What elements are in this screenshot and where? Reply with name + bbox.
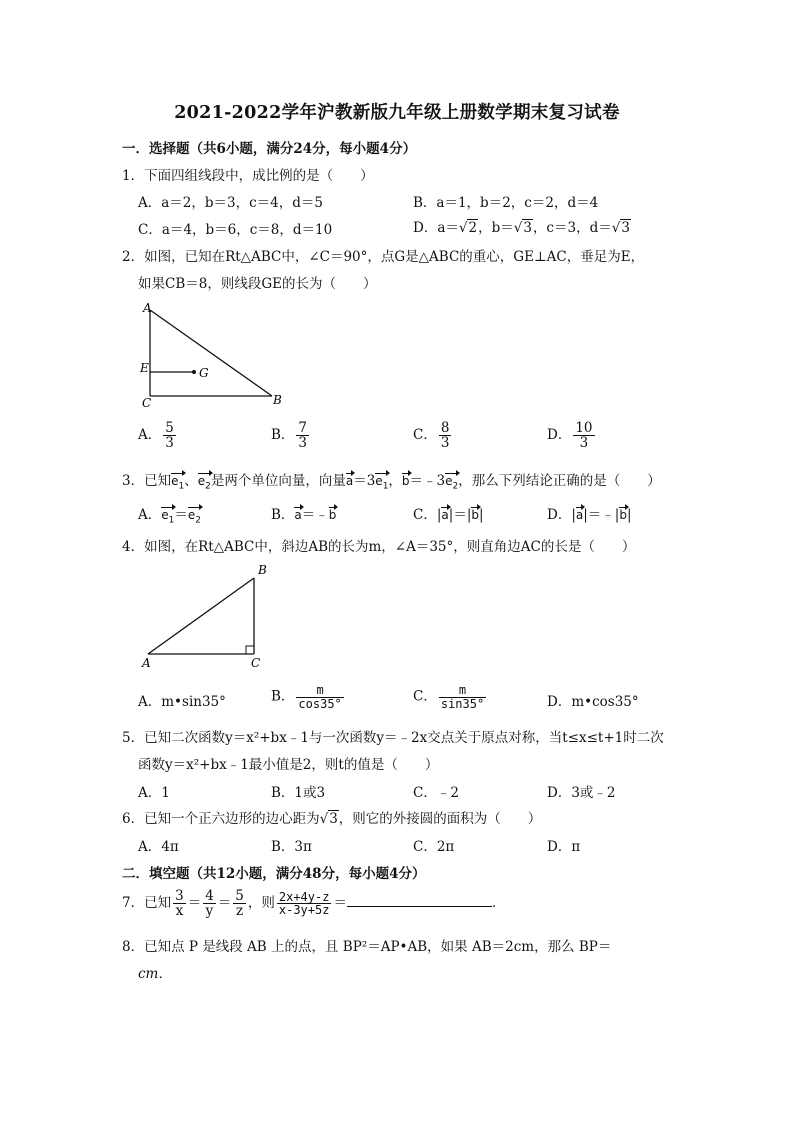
- page-title: 2021-2022学年沪教新版九年级上册数学期末复习试卷: [174, 103, 620, 123]
- fraction: $\frac{5}{z}$: [235, 888, 244, 920]
- edge-ab: [150, 310, 272, 396]
- fraction: $\frac{4}{y}$: [205, 888, 214, 920]
- section-heading-choice: 一．选择题（共6小题，满分24分，每小题4分）: [122, 141, 417, 157]
- question-2-line2: 如果CB＝8，则线段GE的长为（ ）: [138, 276, 377, 292]
- q4-option-b: B． $\frac{m}{\cos 35^\circ}$: [271, 683, 342, 711]
- label-g: G: [199, 366, 209, 380]
- q1-option-d-cd: ，c＝3，d＝: [532, 220, 612, 236]
- vector-e2: $e_2$: [445, 474, 459, 492]
- q1-option-c: C．a＝4，b＝6，c＝8，d＝10: [138, 222, 333, 238]
- fraction: $\frac{m}{\sin 35^\circ}$: [440, 683, 485, 711]
- q4-option-c: C． $\frac{m}{\sin 35^\circ}$: [413, 683, 485, 711]
- question-stem: 如图，已知在Rt△ABC中，∠C＝90°，点G是△ABC的重心，GE⊥AC，垂足为E，: [144, 249, 645, 265]
- vector-e1: $e_1$: [375, 474, 389, 492]
- fraction: $\frac{m}{\cos 35^\circ}$: [298, 683, 342, 711]
- q6-option-d: D．π: [547, 839, 581, 855]
- q2-option-c: C． $\frac{8}{3}$: [413, 420, 450, 452]
- vector-b: b: [401, 474, 410, 488]
- q1-option-d: [413, 216, 631, 236]
- question-number: 2．: [122, 249, 145, 265]
- sqrt-3-b: √3: [513, 220, 532, 236]
- label-a: A: [143, 301, 152, 315]
- fraction: $\frac{2x+4y-z}{x-3y+5z}$: [278, 889, 330, 918]
- label-b: B: [258, 563, 267, 577]
- vector-e2: $e_2$: [197, 474, 211, 492]
- fraction: $\frac{7}{3}$: [298, 420, 308, 452]
- q4-option-a: A．m•sin35°: [138, 694, 226, 710]
- question-7: 7．已知 $\frac{3}{x}$ ＝ $\frac{4}{y}$ ＝ $\frac{5}{z}$ ，则 $\frac{2x+4y-z}{x-3y+5z}$ ＝ ．: [122, 888, 506, 920]
- point-g: [192, 370, 196, 374]
- q4-triangle-figure: [138, 560, 273, 672]
- question-8-line1: 8．已知点 P 是线段 AB 上的点，且 BP²＝AP•AB，如果 AB＝2cm，那么 BP＝: [122, 939, 612, 955]
- fraction: $\frac{8}{3}$: [440, 420, 450, 452]
- q2-option-a: A． $\frac{5}{3}$: [138, 420, 174, 452]
- q5-option-d: D．3或﹣2: [547, 785, 616, 801]
- question-3: 3．已知$e_1$、$e_2$是两个单位向量，向量$a=3e_1$，$b=﹣3e_2$，那么下列结论正确的是（ ）: [122, 473, 661, 492]
- question-2-line1: [122, 245, 644, 265]
- q3-option-a: A．$e_1=e_2$: [138, 507, 201, 526]
- q3-option-d: D．|a|＝﹣|b|: [547, 507, 632, 523]
- sqrt-2: √2: [458, 220, 478, 236]
- question-5-line1: 5．已知二次函数y＝x²+bx﹣1与一次函数y＝﹣2x交点关于原点对称，当t≤x≤t+1时二次: [122, 730, 664, 746]
- q2-option-b: B． $\frac{7}{3}$: [271, 420, 308, 452]
- q4-option-d: D．m•cos35°: [547, 694, 639, 710]
- label-c: C: [251, 656, 261, 670]
- q1-option-a: A．a＝2，b＝3，c＝4，d＝5: [138, 195, 323, 211]
- section-heading-fill: 二．填空题（共12小题，满分48分，每小题4分）: [122, 866, 426, 882]
- q5-option-b: B．1或3: [271, 785, 326, 801]
- sqrt-3-d: √3: [611, 220, 630, 236]
- fraction: $\frac{5}{3}$: [165, 420, 174, 452]
- question-8-line2: cm．: [138, 966, 172, 982]
- q1-option-d-prefix: D．a＝: [413, 220, 459, 236]
- label-a: A: [142, 656, 151, 670]
- sqrt-3: √3: [319, 811, 338, 827]
- q3-option-b: B．a＝﹣b: [271, 507, 337, 523]
- label-b: B: [273, 393, 282, 407]
- q1-option-d-b-label: ，b＝: [478, 220, 514, 236]
- question-6: 6．已知一个正六边形的边心距为√3，则它的外接圆的面积为（ ）: [122, 811, 542, 827]
- q6-option-b: B．3π: [271, 839, 312, 855]
- question-stem: 下面四组线段中，成比例的是（ ）: [144, 168, 374, 184]
- vector-a: a: [345, 474, 354, 488]
- q5-option-c: C．﹣2: [413, 785, 459, 801]
- vector-e1: $e_1$: [171, 474, 185, 492]
- edge-ab: [148, 578, 254, 654]
- q6-option-c: C．2π: [413, 839, 455, 855]
- right-angle-mark: [246, 646, 254, 654]
- label-c: C: [142, 396, 152, 410]
- question-number: 1．: [122, 168, 145, 184]
- question-5-line2: 函数y＝x²+bx﹣1最小值是2，则t的值是（ ）: [138, 757, 439, 773]
- q3-option-c: C．|a|＝|b|: [413, 507, 484, 523]
- q6-option-a: A．4π: [138, 839, 179, 855]
- q2-triangle-figure: [138, 298, 288, 410]
- question-4: 4．如图，在Rt△ABC中，斜边AB的长为m，∠A＝35°，则直角边AC的长是（ ）: [122, 539, 636, 555]
- q5-option-a: A．1: [138, 785, 170, 801]
- fraction: $\frac{10}{3}$: [575, 420, 593, 452]
- label-e: E: [140, 361, 149, 375]
- answer-blank[interactable]: [347, 894, 492, 907]
- question-1: [122, 164, 374, 184]
- q2-option-d: D． $\frac{10}{3}$: [547, 420, 593, 452]
- q1-option-b: B．a＝1，b＝2，c＝2，d＝4: [413, 195, 599, 211]
- fraction: $\frac{3}{x}$: [175, 888, 184, 920]
